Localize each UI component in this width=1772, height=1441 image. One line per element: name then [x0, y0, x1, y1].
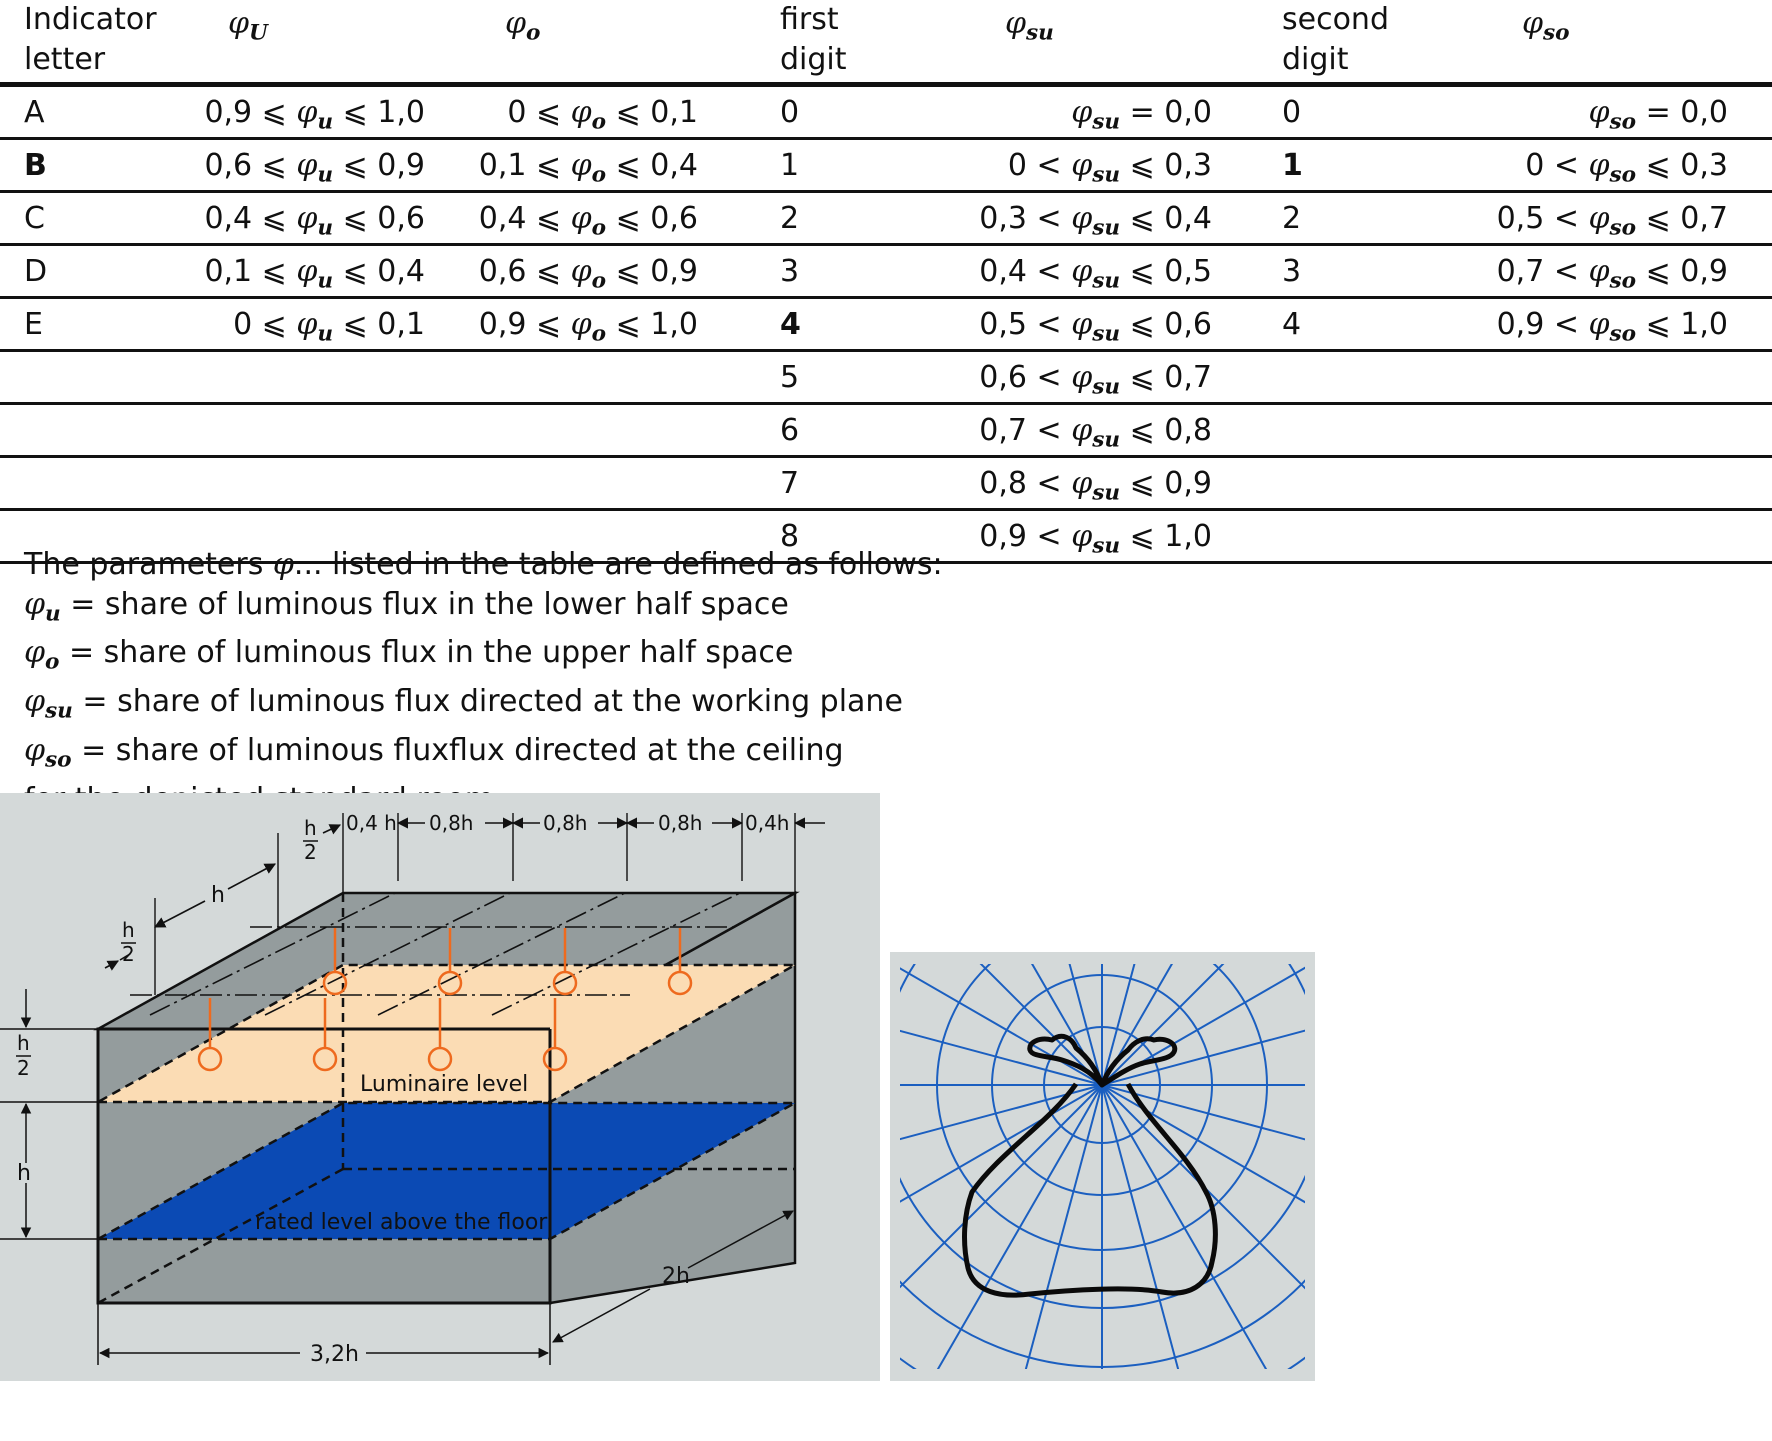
notes-intro: The parameters φ... listed in the table are defined as follows: — [24, 547, 943, 582]
table-row — [0, 299, 1772, 352]
table-row — [0, 405, 1772, 458]
dim-label-half-left — [121, 918, 136, 966]
cell-phi-u-range: 0,9 ⩽ $\varphi_u$ ⩽ 1,0 — [204, 95, 425, 135]
svg-text:h: h — [304, 816, 317, 840]
cell-second-digit: 1 — [1282, 148, 1303, 183]
cell-phi-o-range: 0,1 ⩽ $\varphi_o$ ⩽ 0,4 — [478, 148, 698, 188]
dim-label-2h: 2h — [662, 1264, 690, 1289]
light-distribution-curve-lower — [965, 1084, 1216, 1295]
cell-letter: E — [24, 307, 43, 342]
cell-phi-so-range: $0,9 < \varphi_{so}$ ⩽ 1,0 — [1496, 307, 1728, 347]
note-phi-o: $\varphi_o$ = share of luminous flux in the upper half space — [24, 635, 794, 675]
dim-label-04h-right: 0,4h — [745, 811, 790, 835]
cell-phi-o-range: 0,6 ⩽ $\varphi_o$ ⩽ 0,9 — [478, 254, 698, 294]
cell-phi-u-range: 0,1 ⩽ $\varphi_u$ ⩽ 0,4 — [204, 254, 425, 294]
parameter-definitions — [24, 545, 943, 820]
cell-phi-su-range: $0,8 < \varphi_{su}$ ⩽ 0,9 — [979, 466, 1212, 506]
polar-diagram-svg — [890, 952, 1315, 1381]
cell-phi-so-range: $0 < \varphi_{so}$ ⩽ 0,3 — [1525, 148, 1728, 188]
luminaire-level-label: Luminaire level — [360, 1072, 529, 1097]
standard-room-diagram — [0, 793, 880, 1381]
standard-room-svg — [0, 793, 880, 1381]
header-phi-su: $\varphi_{su}$ — [1005, 6, 1054, 46]
dim-label-08h: 0,8h — [429, 811, 474, 835]
cell-phi-o-range: 0 ⩽ $\varphi_o$ ⩽ 0,1 — [507, 95, 698, 135]
dim-label-half-vertical — [16, 1031, 31, 1080]
cell-phi-u-range: 0,6 ⩽ $\varphi_u$ ⩽ 0,9 — [204, 148, 425, 188]
svg-text:2: 2 — [122, 942, 135, 966]
svg-text:2: 2 — [304, 840, 317, 864]
svg-text:h: h — [17, 1031, 30, 1055]
dim-label-08h: 0,8h — [543, 811, 588, 835]
note-phi-u: $\varphi_u$ = share of luminous flux in the lower half space — [24, 586, 789, 626]
note-phi-su: $\varphi_{su}$ = share of luminous flux directed at the working plane — [24, 684, 903, 724]
cell-phi-o-range: 0,4 ⩽ $\varphi_o$ ⩽ 0,6 — [478, 201, 698, 241]
cell-letter: B — [24, 148, 47, 183]
cell-phi-u-range: 0,4 ⩽ $\varphi_u$ ⩽ 0,6 — [204, 201, 425, 241]
cell-phi-su-range: $0 < \varphi_{su}$ ⩽ 0,3 — [1007, 148, 1212, 188]
header-phi-u: $\varphi_U$ — [228, 6, 268, 46]
cell-phi-su-range: $0,5 < \varphi_{su}$ ⩽ 0,6 — [979, 307, 1212, 347]
polar-grid — [890, 952, 1315, 1381]
cell-first-digit: 3 — [780, 254, 800, 289]
cell-letter: A — [24, 95, 45, 130]
dim-label-h-vertical: h — [17, 1161, 31, 1186]
cell-phi-su-range: $\varphi_{su} = 0,0$ — [1071, 95, 1212, 135]
header-first-digit: first digit — [780, 2, 847, 77]
cell-first-digit: 0 — [780, 95, 800, 130]
dim-label-08h: 0,8h — [658, 811, 703, 835]
svg-text:h: h — [122, 918, 135, 942]
table-row — [0, 246, 1772, 299]
svg-text:2: 2 — [17, 1056, 30, 1080]
cell-first-digit: 8 — [780, 519, 800, 554]
cell-second-digit: 0 — [1282, 95, 1302, 130]
cell-second-digit: 2 — [1282, 201, 1302, 236]
cell-first-digit: 2 — [780, 201, 800, 236]
header-indicator-letter: Indicator letter — [24, 2, 157, 77]
cell-first-digit: 1 — [780, 148, 800, 183]
cell-phi-u-range: 0 ⩽ $\varphi_u$ ⩽ 0,1 — [233, 307, 425, 347]
table-row — [0, 87, 1772, 140]
cell-phi-su-range: $0,3 < \varphi_{su}$ ⩽ 0,4 — [979, 201, 1212, 241]
table-row — [0, 140, 1772, 193]
cell-second-digit: 4 — [1282, 307, 1302, 342]
header-phi-so: $\varphi_{so}$ — [1522, 6, 1570, 46]
cell-letter: C — [24, 201, 45, 236]
table-header — [0, 0, 1772, 87]
cell-second-digit: 3 — [1282, 254, 1302, 289]
cell-first-digit: 5 — [780, 360, 800, 395]
polar-light-distribution-diagram — [890, 952, 1315, 1381]
table-row — [0, 352, 1772, 405]
cell-first-digit: 7 — [780, 466, 800, 501]
header-phi-o: $\varphi_o$ — [505, 6, 541, 46]
cell-first-digit: 4 — [780, 307, 801, 342]
classification-table — [0, 0, 1772, 564]
rated-level-label: rated level above the floor — [255, 1210, 548, 1235]
table-row — [0, 458, 1772, 511]
cell-phi-so-range: $0,7 < \varphi_{so}$ ⩽ 0,9 — [1496, 254, 1728, 294]
cell-phi-su-range: $0,4 < \varphi_{su}$ ⩽ 0,5 — [979, 254, 1212, 294]
cell-phi-su-range: $0,9 < \varphi_{su}$ ⩽ 1,0 — [979, 519, 1212, 559]
dim-label-h-depth: h — [211, 883, 225, 908]
header-second-digit: second digit — [1282, 2, 1389, 77]
cell-phi-so-range: $0,5 < \varphi_{so}$ ⩽ 0,7 — [1496, 201, 1728, 241]
cell-letter: D — [24, 254, 48, 289]
dim-label-04h: 0,4 h — [346, 811, 397, 835]
note-phi-so: $\varphi_{so}$ = share of luminous fluxflux directed at the ceiling — [24, 733, 844, 773]
cell-first-digit: 6 — [780, 413, 800, 448]
cell-phi-su-range: $0,7 < \varphi_{su}$ ⩽ 0,8 — [979, 413, 1212, 453]
cell-phi-su-range: $0,6 < \varphi_{su}$ ⩽ 0,7 — [979, 360, 1212, 400]
dim-label-32h: 3,2h — [310, 1342, 359, 1367]
table-row — [0, 193, 1772, 246]
dim-label-half-top — [303, 816, 318, 864]
cell-phi-o-range: 0,9 ⩽ $\varphi_o$ ⩽ 1,0 — [478, 307, 698, 347]
cell-phi-so-range: $\varphi_{so} = 0,0$ — [1588, 95, 1728, 135]
